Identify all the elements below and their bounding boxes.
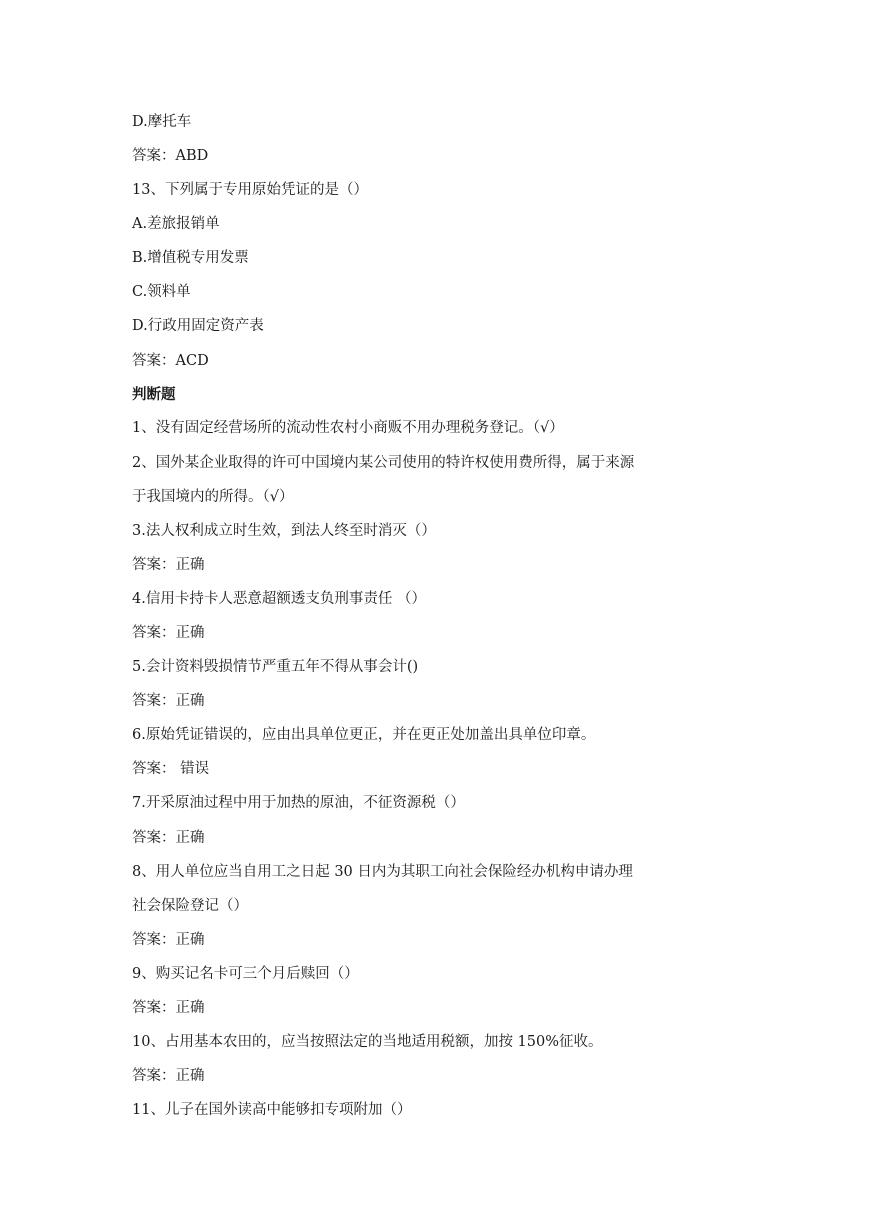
judgement-question-2-cont: 于我国境内的所得。（√） <box>132 489 294 505</box>
judgement-question-2: 2、国外某企业取得的许可中国境内某公司使用的特许权使用费所得，属于来源 <box>132 455 635 471</box>
judgement-question-9: 9、购买记名卡可三个月后赎回（） <box>132 966 359 982</box>
option-a-line: A.差旅报销单 <box>132 216 220 232</box>
option-c-line: C.领料单 <box>132 284 191 300</box>
section-heading-judgement: 判断题 <box>132 386 176 403</box>
judgement-question-4: 4.信用卡持卡人恶意超额透支负刑事责任 （） <box>132 591 426 607</box>
answer-line: 答案：正确 <box>132 557 205 573</box>
judgement-question-7: 7.开采原油过程中用于加热的原油，不征资源税（） <box>132 795 465 811</box>
answer-line: 答案：正确 <box>132 625 205 641</box>
judgement-question-10: 10、占用基本农田的，应当按照法定的当地适用税额，加按 150%征收。 <box>132 1034 603 1050</box>
answer-line: 答案：正确 <box>132 1000 205 1016</box>
answer-line: 答案：ACD <box>132 353 209 369</box>
judgement-question-5: 5.会计资料毁损情节严重五年不得从事会计() <box>132 659 419 675</box>
option-d-line: D.行政用固定资产表 <box>132 318 264 334</box>
answer-line: 答案：正确 <box>132 830 205 846</box>
option-d-line: D.摩托车 <box>132 114 192 130</box>
judgement-question-3: 3.法人权利成立时生效，到法人终至时消灭（） <box>132 523 436 539</box>
answer-line: 答案：正确 <box>132 932 205 948</box>
answer-line: 答案：正确 <box>132 693 205 709</box>
answer-line: 答案：正确 <box>132 1068 205 1084</box>
judgement-question-11: 11、儿子在国外读高中能够扣专项附加（） <box>132 1102 412 1118</box>
answer-line: 答案：ABD <box>132 148 209 164</box>
option-b-line: B.增值税专用发票 <box>132 250 249 266</box>
judgement-question-8-cont: 社会保险登记（） <box>132 898 248 914</box>
question-13: 13、下列属于专用原始凭证的是（） <box>132 182 368 198</box>
judgement-question-6: 6.原始凭证错误的，应由出具单位更正，并在更正处加盖出具单位印章。 <box>132 727 596 743</box>
judgement-question-8: 8、用人单位应当自用工之日起 30 日内为其职工向社会保险经办机构申请办理 <box>132 864 633 880</box>
judgement-question-1: 1、没有固定经营场所的流动性农村小商贩不用办理税务登记。（√） <box>132 420 564 436</box>
answer-line: 答案： 错误 <box>132 761 210 777</box>
